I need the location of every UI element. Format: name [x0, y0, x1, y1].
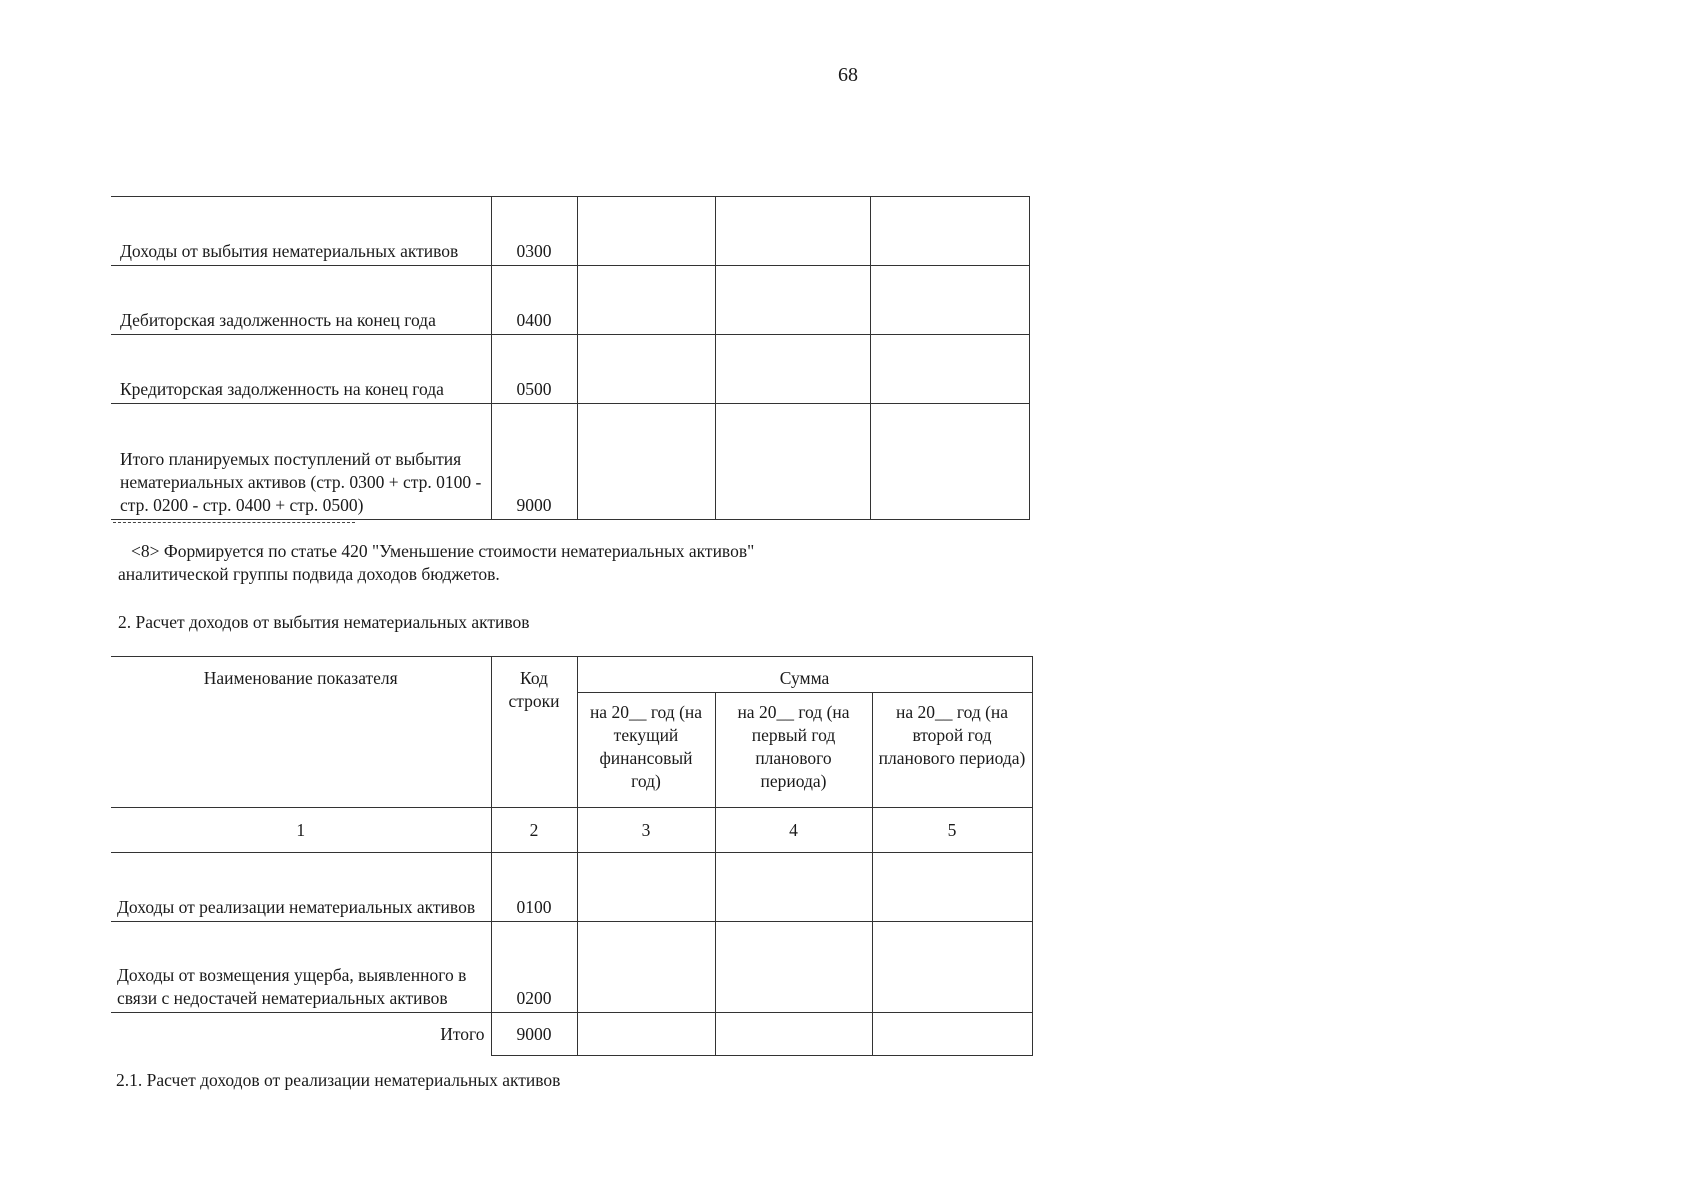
value-cell[interactable] [870, 404, 1029, 520]
header-sum: Сумма [577, 657, 1032, 693]
column-number: 2 [491, 808, 577, 853]
value-cell[interactable] [872, 922, 1032, 1013]
column-number: 3 [577, 808, 715, 853]
table-disposal-income-calculation [111, 656, 1033, 1056]
table-row [111, 266, 1029, 335]
value-cell[interactable] [577, 404, 715, 520]
row-code: 0300 [491, 197, 577, 266]
header-second-plan-year: на 20__ год (на второй год планового периода) [872, 693, 1032, 808]
table-row [111, 335, 1029, 404]
value-cell[interactable] [715, 335, 870, 404]
value-cell[interactable] [715, 1013, 872, 1056]
value-cell[interactable] [715, 404, 870, 520]
section-2-1-title: 2.1. Расчет доходов от реализации нематериальных активов [116, 1070, 561, 1090]
value-cell[interactable] [577, 1013, 715, 1056]
value-cell[interactable] [577, 197, 715, 266]
table-row-total [111, 404, 1029, 520]
table-row [111, 922, 1032, 1013]
header-current-year: на 20__ год (на текущий финансовый год) [577, 693, 715, 808]
value-cell[interactable] [870, 266, 1029, 335]
footnote-separator [113, 522, 355, 523]
header-first-plan-year: на 20__ год (на первый год планового периода) [715, 693, 872, 808]
row-code: 0400 [491, 266, 577, 335]
row-code: 0500 [491, 335, 577, 404]
table-disposal-summary [111, 196, 1030, 520]
value-cell[interactable] [577, 266, 715, 335]
table-row [111, 197, 1029, 266]
column-number: 4 [715, 808, 872, 853]
row-name: Итого планируемых поступлений от выбытия нематериальных активов (стр. 0300 + стр. 0100 - стр. 0200 - стр. 0400 + стр. 0500) [111, 404, 491, 520]
column-numbers-row [111, 808, 1032, 853]
section-2-title: 2. Расчет доходов от выбытия нематериальных активов [118, 612, 530, 632]
header-code: Код строки [491, 657, 577, 808]
table-row [111, 853, 1032, 922]
value-cell[interactable] [872, 1013, 1032, 1056]
value-cell[interactable] [715, 922, 872, 1013]
value-cell[interactable] [715, 197, 870, 266]
row-name: Дебиторская задолженность на конец года [111, 266, 491, 335]
row-code: 9000 [491, 1013, 577, 1056]
value-cell[interactable] [715, 853, 872, 922]
column-number: 5 [872, 808, 1032, 853]
total-label: Итого [111, 1013, 491, 1056]
row-name: Доходы от реализации нематериальных активов [111, 853, 491, 922]
value-cell[interactable] [577, 853, 715, 922]
value-cell[interactable] [872, 853, 1032, 922]
row-name: Доходы от возмещения ущерба, выявленного в связи с недостачей нематериальных активов [111, 922, 491, 1013]
row-name: Доходы от выбытия нематериальных активов [111, 197, 491, 266]
column-number: 1 [111, 808, 491, 853]
row-code: 0100 [491, 853, 577, 922]
page-number: 68 [838, 64, 858, 86]
value-cell[interactable] [715, 266, 870, 335]
table-header-row [111, 657, 1032, 693]
table-row-total [111, 1013, 1032, 1056]
row-code: 9000 [491, 404, 577, 520]
value-cell[interactable] [577, 335, 715, 404]
value-cell[interactable] [870, 335, 1029, 404]
row-name: Кредиторская задолженность на конец года [111, 335, 491, 404]
row-code: 0200 [491, 922, 577, 1013]
footnote-text: <8> Формируется по статье 420 "Уменьшение стоимости нематериальных активов" аналитической группы подвида доходов бюджетов. [118, 541, 755, 584]
value-cell[interactable] [577, 922, 715, 1013]
value-cell[interactable] [870, 197, 1029, 266]
header-name: Наименование показателя [111, 657, 491, 808]
